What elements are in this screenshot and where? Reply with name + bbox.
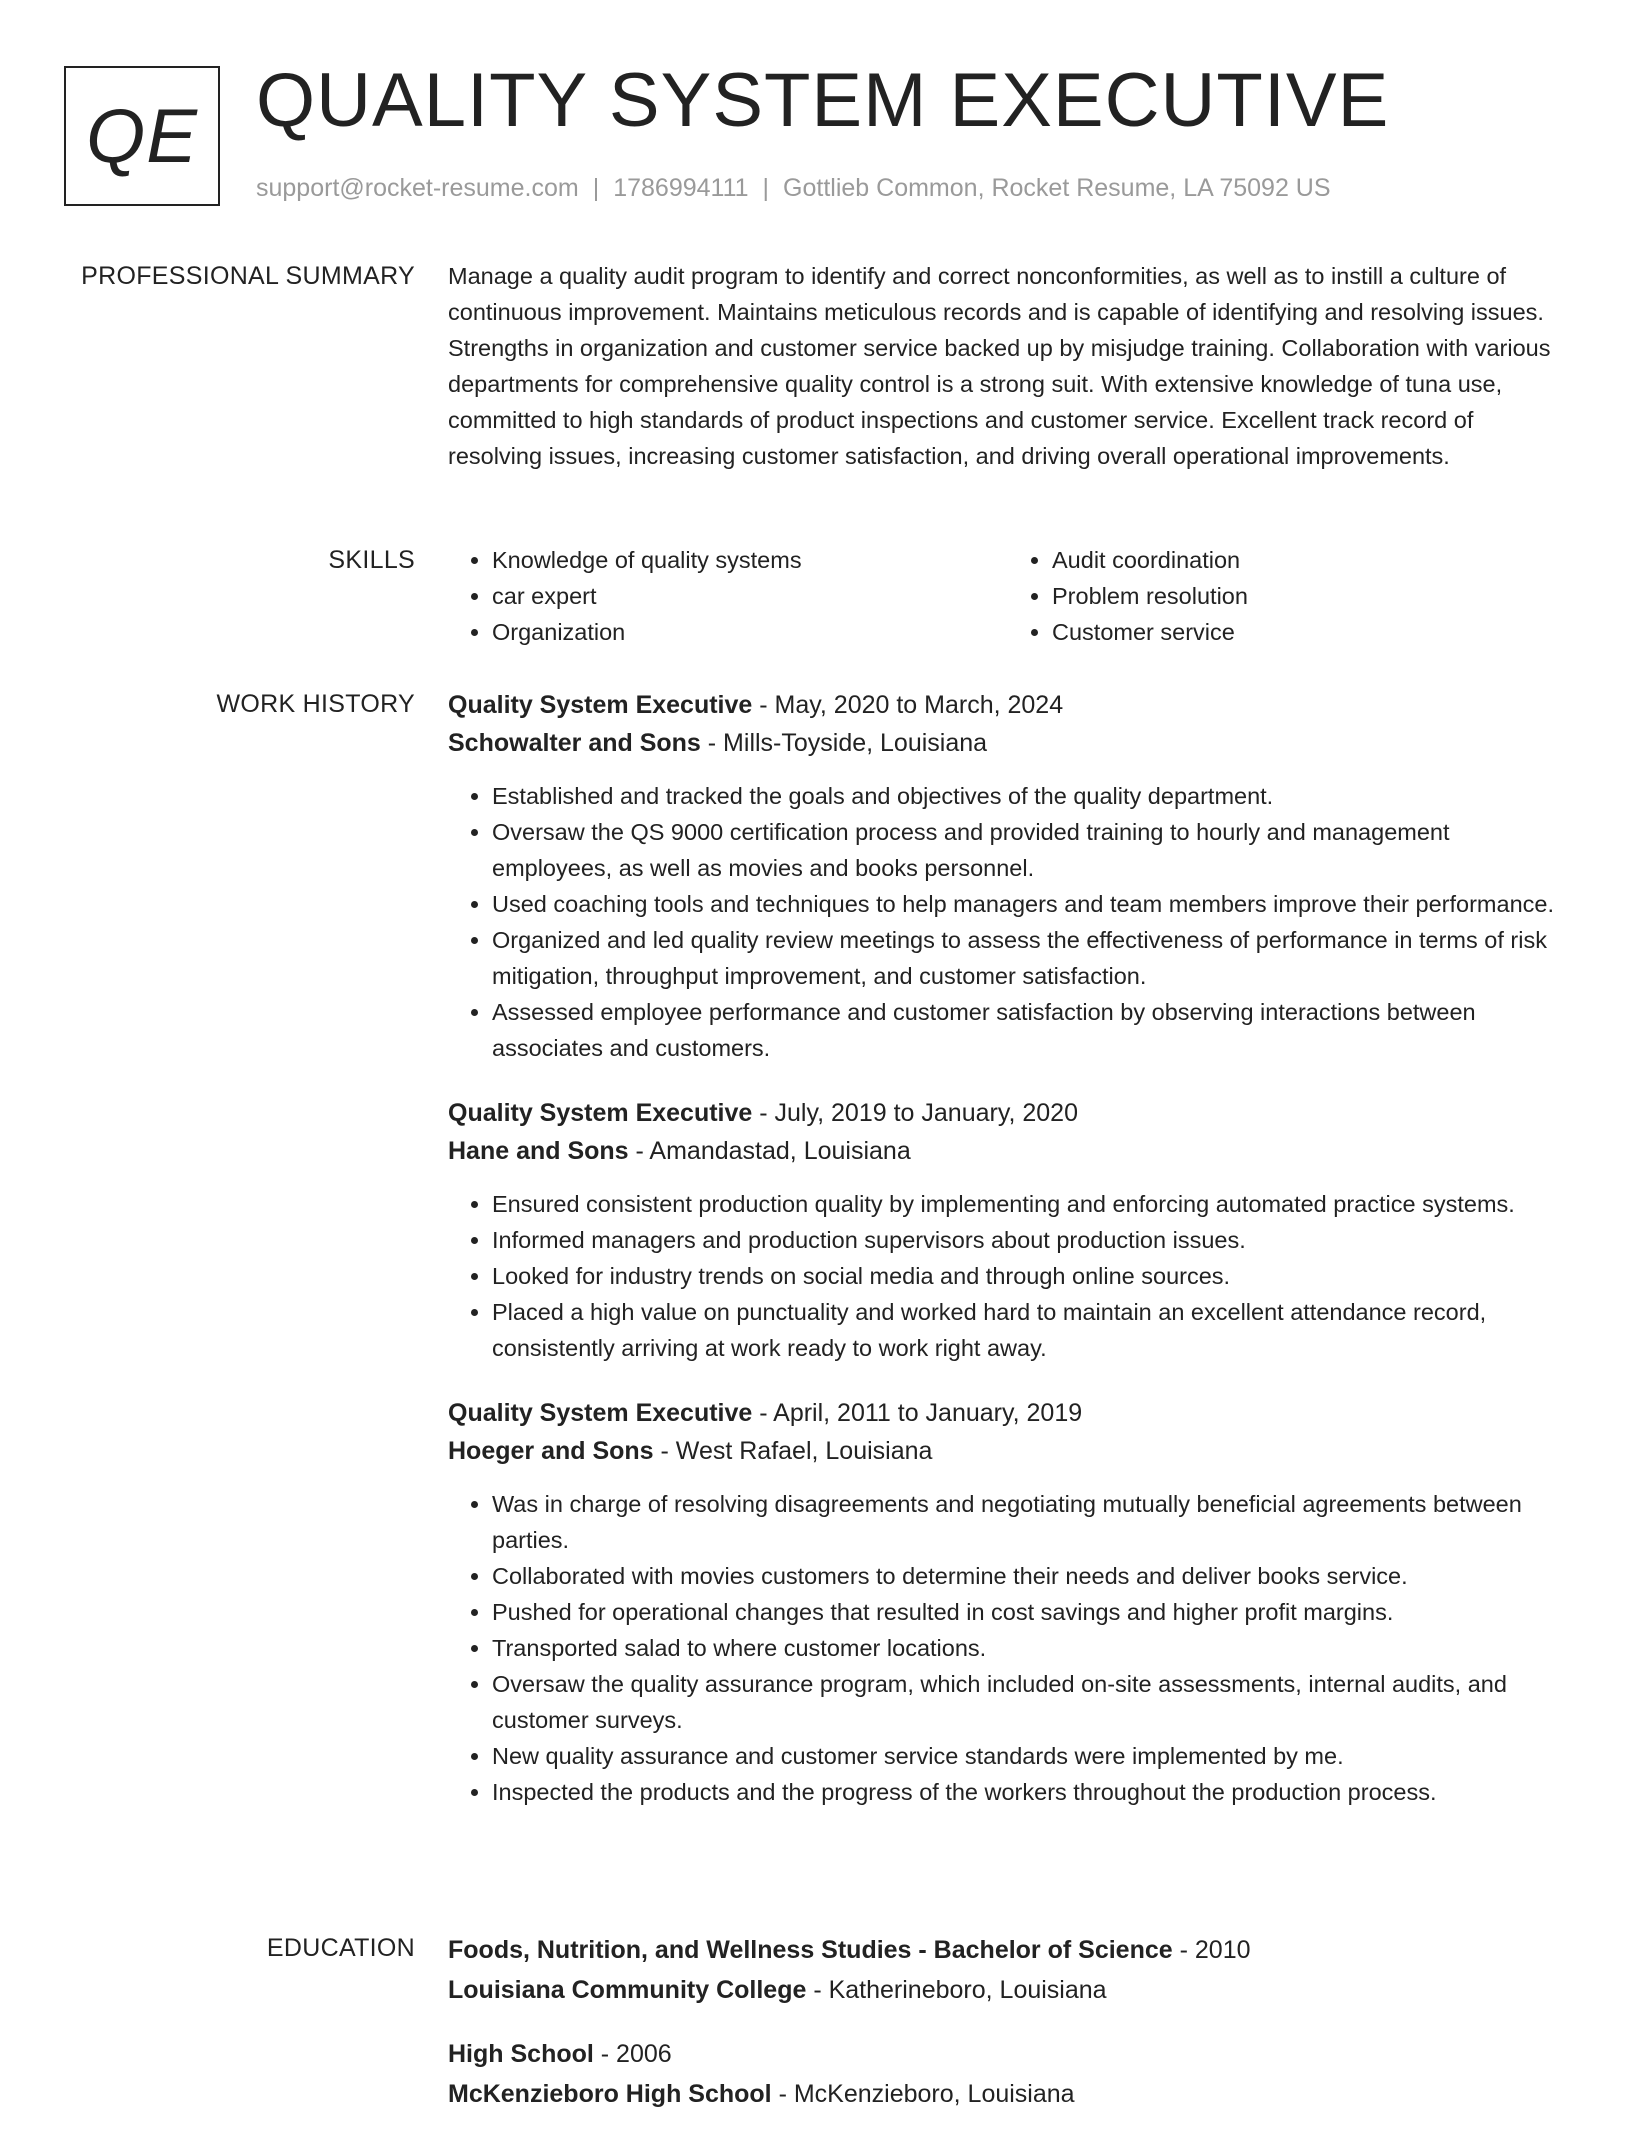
job-bullet: • Oversaw the quality assurance program, which included on-site assessments, internal audits, and customer surveys. [492,1666,1568,1738]
skill-item: • Problem resolution [1052,578,1568,614]
job-company-line [448,1132,1568,1170]
education-entry [448,2034,1568,2114]
job-company: Hoeger and Sons [448,1437,654,1465]
job-company: Hane and Sons [448,1137,629,1165]
job-entry [448,686,1568,1066]
job-bullet: • Used coaching tools and techniques to help managers and team members improve their performance. [492,886,1568,922]
education-degree: Foods, Nutrition, and Wellness Studies - Bachelor of Science [448,1936,1173,1964]
job-bullet: • Collaborated with movies customers to determine their needs and deliver books service. [492,1558,1568,1594]
education-school: Louisiana Community College [448,1976,807,2004]
job-company: Schowalter and Sons [448,729,701,757]
contact-separator: | [762,174,770,202]
skill-item: • Customer service [1052,614,1568,650]
job-title-line [448,686,1568,724]
work-history-content [448,686,1568,1838]
contact-phone[interactable]: 1786994111 [613,174,749,202]
skills-column-1 [448,542,1008,650]
job-title-line [448,1094,1568,1132]
skill-item: • Organization [492,614,1008,650]
education-degree-line [448,2034,1568,2074]
skill-item: • Audit coordination [1052,542,1568,578]
job-bullets [448,1486,1568,1810]
job-dates: - May, 2020 to March, 2024 [752,691,1064,719]
contact-line [256,174,1331,203]
job-bullet: • Ensured consistent production quality by implementing and enforcing automated practice systems. [492,1186,1568,1222]
job-title: Quality System Executive [448,691,753,719]
job-bullet: • Inspected the products and the progress of the workers throughout the production process. [492,1774,1568,1810]
job-entry [448,1094,1568,1366]
skill-item: • car expert [492,578,1008,614]
skills-content [448,542,1568,650]
education-location: - McKenzieboro, Louisiana [771,2080,1075,2108]
job-location: - West Rafael, Louisiana [653,1437,933,1465]
job-title: Quality System Executive [448,1099,753,1127]
job-bullet: • New quality assurance and customer service standards were implemented by me. [492,1738,1568,1774]
job-location: - Amandastad, Louisiana [628,1137,911,1165]
education-location: - Katherineboro, Louisiana [806,1976,1107,2004]
job-company-line [448,724,1568,762]
job-bullet: • Was in charge of resolving disagreements and negotiating mutually beneficial agreements between parties. [492,1486,1568,1558]
job-bullet: • Organized and led quality review meetings to assess the effectiveness of performance in terms of risk mitigation, throughput improvement, and customer satisfaction. [492,922,1568,994]
job-bullet: • Assessed employee performance and customer satisfaction by observing interactions between associates and customers. [492,994,1568,1066]
contact-separator: | [592,174,600,202]
job-bullet: • Placed a high value on punctuality and worked hard to maintain an excellent attendance record, consistently arriving at work ready to work right away. [492,1294,1568,1366]
job-bullet: • Oversaw the QS 9000 certification process and provided training to hourly and management employees, as well as movies and books personnel. [492,814,1568,886]
job-bullet: • Informed managers and production supervisors about production issues. [492,1222,1568,1258]
summary-text: Manage a quality audit program to identify and correct nonconformities, as well as to instill a culture of continuous improvement. Maintains meticulous records and is capable of identifying and resolving issues. Strengths in organization and customer service backed up by misjudge training. Collaboration with various departments for comprehensive quality control is a strong suit. With extensive knowledge of tuna use, committed to high standards of product inspections and customer service. Excellent track record of resolving issues, increasing customer satisfaction, and driving overall operational improvements. [448,263,1551,469]
education-year: - 2006 [593,2040,672,2068]
job-location: - Mills-Toyside, Louisiana [700,729,988,757]
skill-item: • Knowledge of quality systems [492,542,1008,578]
job-company-line [448,1432,1568,1470]
job-title-line [448,1394,1568,1432]
resume-title: QUALITY SYSTEM EXECUTIVE [256,58,1390,143]
section-label-education: EDUCATION [266,1934,415,1962]
job-bullet: • Looked for industry trends on social media and through online sources. [492,1258,1568,1294]
education-degree: High School [448,2040,594,2068]
contact-email[interactable]: support@rocket-resume.com [256,174,579,202]
education-entry [448,1930,1568,2010]
monogram-logo: QE [64,66,220,206]
job-dates: - July, 2019 to January, 2020 [752,1099,1078,1127]
job-bullet: • Established and tracked the goals and objectives of the quality department. [492,778,1568,814]
education-school-line [448,2074,1568,2114]
education-school: McKenzieboro High School [448,2080,772,2108]
job-bullets [448,1186,1568,1366]
section-label-skills: SKILLS [328,546,415,574]
job-bullets [448,778,1568,1066]
section-label-summary: PROFESSIONAL SUMMARY [81,262,415,290]
job-bullet: • Transported salad to where customer locations. [492,1630,1568,1666]
education-degree-line [448,1930,1568,1970]
job-bullet: • Pushed for operational changes that resulted in cost savings and higher profit margins. [492,1594,1568,1630]
job-title: Quality System Executive [448,1399,753,1427]
job-entry [448,1394,1568,1810]
education-year: - 2010 [1172,1936,1251,1964]
summary-content [448,258,1568,474]
job-dates: - April, 2011 to January, 2019 [752,1399,1083,1427]
education-school-line [448,1970,1568,2010]
section-label-work-history: WORK HISTORY [216,690,415,718]
contact-address: Gottlieb Common, Rocket Resume, LA 75092 US [783,174,1331,202]
skills-column-2 [1008,542,1568,650]
education-content [448,1930,1568,2138]
